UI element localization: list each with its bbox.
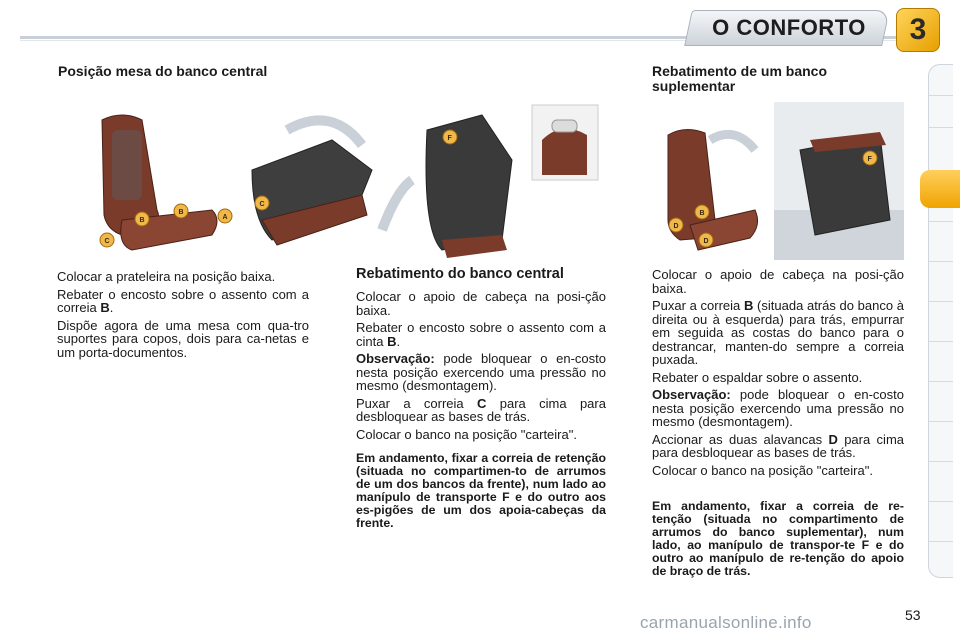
right-paragraph-2: Puxar a correia B (situada atrás do banco à direita ou à esquerda) para trás, empurrar em seguida as costas do banco para o destrancar, manten-do sempre a correia puxada.: [652, 298, 904, 367]
right-paragraph-6: Colocar o banco na posição "carteira".: [652, 462, 873, 478]
middle-paragraph-5: Colocar o banco na posição "carteira".: [356, 426, 577, 442]
side-index: [928, 64, 953, 578]
section-title-extra-seat-fold: Rebatimento de um banco suplementar: [652, 63, 828, 94]
svg-text:F: F: [447, 135, 452, 142]
svg-text:B: B: [699, 210, 705, 217]
left-paragraph-1: Colocar a prateleira na posição baixa.: [57, 269, 276, 284]
svg-text:F: F: [867, 156, 872, 163]
side-index-active-tab[interactable]: [920, 170, 960, 208]
figure-label-f: [443, 130, 457, 144]
middle-paragraph-1: Colocar o apoio de cabeça na posi-ção baixa.: [356, 289, 606, 318]
figure-label-b: [135, 212, 149, 226]
middle-paragraph-4: Puxar a correia C para cima para desbloquear as bases de trás.: [356, 395, 606, 424]
figure-label-b: [174, 204, 188, 218]
right-body: [652, 268, 904, 481]
svg-text:A: A: [222, 214, 228, 221]
figure-label-d: [699, 233, 713, 247]
middle-body: [356, 290, 606, 445]
left-paragraph-2: Rebater o encosto sobre o assento com a correia B.: [57, 286, 309, 315]
page-title: O CONFORTO: [712, 15, 866, 40]
middle-paragraph-2: Rebater o encosto sobre o assento com a cinta B.: [356, 320, 606, 349]
svg-text:B: B: [139, 217, 145, 224]
svg-text:D: D: [703, 238, 709, 245]
right-warning: Em andamento, fixar a correia de re-tenção (situada no compartimento de arrumos do banco suplementar), num lado, ao manípulo de transpor-te F e do outro ao manípulo de re-tenção do apoio de braço de trás.: [652, 499, 904, 578]
svg-text:D: D: [673, 223, 679, 230]
page-number: 53: [905, 607, 921, 623]
illustration-center-seat-table: [62, 100, 602, 260]
svg-text:C: C: [259, 201, 265, 208]
figure-label-f: [863, 151, 877, 165]
right-observation: Observação: pode bloquear o en-costo nesta posição exercendo uma pressão no mesmo (desmontagem).: [652, 387, 904, 429]
svg-text:C: C: [104, 238, 110, 245]
figure-label-c: [255, 196, 269, 210]
left-body: [57, 270, 309, 363]
figure-label-b: [695, 205, 709, 219]
middle-warning: Em andamento, fixar a correia de retenção (situada no compartimen-to de arrumos de um dos bancos da frente), num lado ao manípulo de transporte F e do outro aos es-pigões de um dos apoia-cabeças da frente.: [356, 451, 606, 530]
svg-text:B: B: [178, 209, 184, 216]
middle-observation: Observação: pode bloquear o en-costo nesta posição exercendo uma pressão no mesmo (desmontagem).: [356, 351, 606, 393]
figure-label-a: [218, 209, 232, 223]
left-paragraph-3: Dispõe agora de uma mesa com qua-tro suportes para copos, dois para ca-netas e um porta-documentos.: [57, 317, 309, 360]
watermark: carmanualsonline.info: [640, 613, 812, 632]
section-title-center-seat-fold: Rebatimento do banco central: [356, 266, 564, 282]
right-paragraph-1: Colocar o apoio de cabeça na posi-ção baixa.: [652, 267, 904, 296]
figure-label-d: [669, 218, 683, 232]
figure-label-c: [100, 233, 114, 247]
chapter-badge: 3: [896, 8, 940, 52]
illustration-extra-seat-fold: [650, 100, 906, 260]
right-paragraph-5: Accionar as duas alavancas D para cima para desbloquear as bases de trás.: [652, 431, 904, 460]
section-title-center-seat-table: Posição mesa do banco central: [58, 63, 268, 79]
right-paragraph-3: Rebater o espaldar sobre o assento.: [652, 369, 863, 385]
